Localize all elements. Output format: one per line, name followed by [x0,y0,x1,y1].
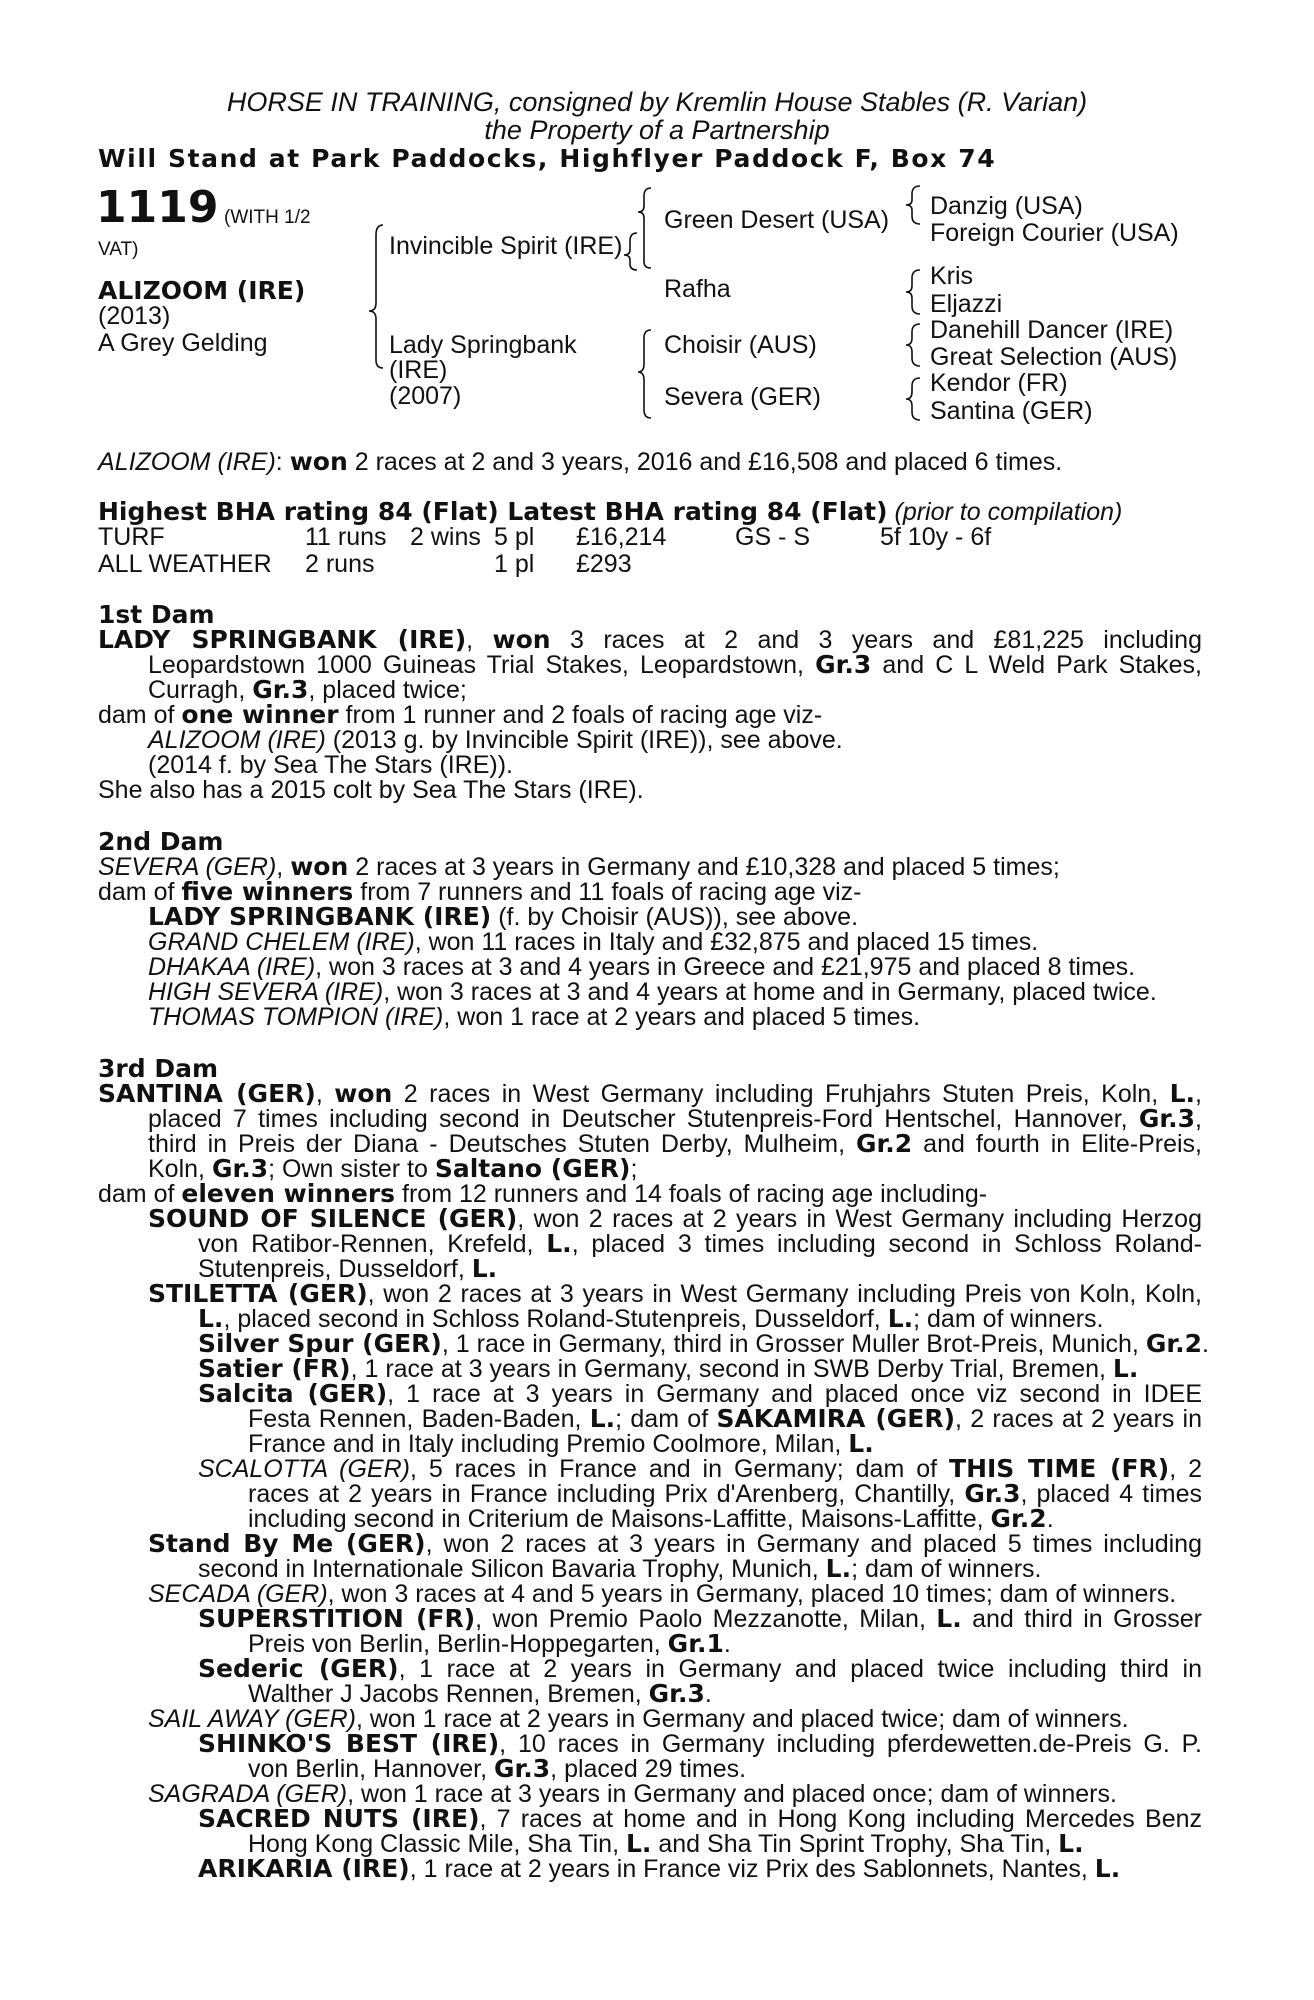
third-dam-heading: 3rd Dam [98,1054,218,1083]
dd-dam: Santina (GER) [930,397,1093,425]
second-dam-foal: LADY SPRINGBANK (IRE) (f. by Choisir (AUS)), see above. [148,902,859,931]
descendant-line: SAGRADA (GER), won 1 race at 3 years in Germany and placed once; dam of winners. [148,1780,1117,1808]
descendant-line: Salcita (GER), 1 race at 3 years in Germany and placed once viz second in IDEE [198,1379,1203,1408]
first-dam-line: Curragh, Gr.3, placed twice; [148,675,467,704]
dam-origin: (IRE) [389,356,448,384]
third-dam-line: placed 7 times including second in Deutscher Stutenpreis-Ford Hentschel, Hannover, Gr.3, [148,1104,1202,1133]
second-dam-line: SEVERA (GER), won 2 races at 3 years in Germany and £10,328 and placed 5 times; [98,852,1060,881]
bha-rating: Highest BHA rating 84 (Flat) Latest BHA rating 84 (Flat) (prior to compilation) [98,497,1123,526]
sire-sire: Green Desert (USA) [664,206,890,234]
lot-number: 1119 [96,182,219,233]
first-dam-heading: 1st Dam [98,600,215,629]
descendant-line: Preis von Berlin, Berlin-Hoppegarten, Gr.1. [248,1629,731,1658]
stand-location: Will Stand at Park Paddocks, Highflyer Paddock F, Box 74 [98,144,997,173]
second-dam-foal: DHAKAA (IRE), won 3 races at 3 and 4 years in Greece and £21,975 and placed 8 times. [148,953,1136,981]
dd-sire: Kendor (FR) [930,369,1068,397]
descendant-line: Silver Spur (GER), 1 race in Germany, third in Grosser Muller Brot-Preis, Munich, Gr.2. [198,1329,1209,1358]
first-dam-line: LADY SPRINGBANK (IRE), won 3 races at 2 and 3 years and £81,225 including [98,625,1202,654]
ownership-line: the Property of a Partnership [484,115,830,145]
descendant-line: ARIKARIA (IRE), 1 race at 2 years in France viz Prix des Sablonnets, Nantes, L. [198,1854,1121,1883]
first-dam-foal: ALIZOOM (IRE) (2013 g. by Invincible Spirit (IRE)), see above. [148,726,843,754]
descendant-line: Festa Rennen, Baden-Baden, L.; dam of SAKAMIRA (GER), 2 races at 2 years in [248,1404,1202,1433]
vat-note: (WITH 1/2 [224,207,311,228]
descendant-line: France and in Italy including Premio Coolmore, Milan, L. [248,1429,874,1458]
first-dam-note: She also has a 2015 colt by Sea The Stars (IRE). [98,776,644,804]
descendant-line: L., placed second in Schloss Roland-Stutenpreis, Dusseldorf, L.; dam of winners. [198,1304,1104,1333]
descendant-line: SUPERSTITION (FR), won Premio Paolo Mezzanotte, Milan, L. and third in Grosser [198,1604,1202,1633]
descendant-line: Stutenpreis, Dusseldorf, L. [198,1254,498,1283]
descendant-line: Sederic (GER), 1 race at 2 years in Germany and placed twice including third in [198,1654,1202,1683]
first-dam-produce: dam of one winner from 1 runner and 2 foals of racing age viz- [98,700,823,729]
second-dam-foal: THOMAS TOMPION (IRE), won 1 race at 2 years and placed 5 times. [148,1003,921,1031]
descendant-line: Stand By Me (GER), won 2 races at 3 years in Germany and placed 5 times including [148,1529,1202,1558]
descendant-line: SOUND OF SILENCE (GER), won 2 races at 2 years in West Germany including Herzog [148,1204,1202,1233]
ds-sire: Danehill Dancer (IRE) [930,316,1174,344]
sd-dam: Eljazzi [930,290,1003,318]
descendant-line: SECADA (GER), won 3 races at 4 and 5 years in Germany, placed 10 times; dam of winners. [148,1580,1177,1608]
descendant-line: Walther J Jacobs Rennen, Bremen, Gr.3. [248,1679,712,1708]
second-dam-produce: dam of five winners from 7 runners and 11 foals of racing age viz- [98,877,862,906]
sire: Invincible Spirit (IRE) [389,232,623,260]
ss-sire: Danzig (USA) [930,192,1083,220]
first-dam-foal: (2014 f. by Sea The Stars (IRE)). [148,751,513,779]
dam-dam: Severa (GER) [664,383,821,411]
third-dam-line: third in Preis der Diana - Deutsches Stuten Derby, Mulheim, Gr.2 and fourth in Elite-Preis, [148,1129,1203,1158]
first-dam-line: Leopardstown 1000 Guineas Trial Stakes, Leopardstown, Gr.3 and C L Weld Park Stakes, [148,650,1203,679]
vat-note-end: VAT) [98,239,139,260]
dam: Lady Springbank [389,331,577,359]
dam-year: (2007) [389,382,462,410]
catalogue-page: HORSE IN TRAINING, consigned by Kremlin House Stables (R. Varian) the Property of a Partnership Will Stand at Park Paddocks, Highflyer Paddock F, Box 74 1119 (WITH 1/2 VAT) ALIZOOM (IRE) (2013) A Grey Gelding Invincible Spirit (IRE) Lady Springbank (IRE) (2007) Green Desert (USA) Rafha Choisir (AUS) Severa (GER) Danzig (USA) Foreign Courier (USA) Kris Eljazzi Danehill Dancer (IRE) Great Selection (AUS) Kendor (FR) Santina (GER) ALIZOOM (IRE): won 2 races at 2 and 3 years, 2016 and £16,508 and placed 6 times. Highest BHA rating 84 (Flat) Latest BHA rating 84 (Flat) (prior to compilation) TURF 11 runs 2 wins 5 pl £16,214 GS - S 5f 10y - 6f ALL WEATHER 2 runs 1 pl £293 1st Dam LADY SPRINGBANK (IRE), won 3 races at 2 and 3 years and £81,225 including Leopardstown 1000 Guineas Trial Stakes, Leopardstown, Gr.3 and C L Weld Park Stakes, Curragh, Gr.3, placed twice; dam of one winner from 1 runner and 2 foals of racing age viz- ALIZOOM (IRE) (2013 g. by Invincible Spirit (IRE)), see above. (2014 f. by Sea The Stars (IRE)). She also has a 2015 colt by Sea The Stars (IRE). 2nd Dam SEVERA (GER), won 2 races at 3 years in Germany and £10,328 and placed 5 times; dam of five winners from 7 runners and 11 foals of racing age viz- LADY SPRINGBANK (IRE) (f. by Choisir (AUS)), see above. GRAND CHELEM (IRE), won 11 races in Italy and £32,875 and placed 15 times. DHAKAA (IRE), won 3 races at 3 and 4 years in Greece and £21,975 and placed 8 times. HIGH SEVERA (IRE), won 3 races at 3 and 4 years at home and in Germany, placed twice. THOMAS TOMPION (IRE), won 1 race at 2 years and placed 5 times. 3rd Dam SANTINA (GER), won 2 races in West Germany including Fruhjahrs Stuten Preis, Koln, L., placed 7 times including second in Deutscher Stutenpreis-Ford Hentschel, Hannover, Gr.3, third in Preis der Diana - Deutsches Stuten Derby, Mulheim, Gr.2 and fourth in Elite-Preis, Koln, Gr.3; Own sister to Saltano (GER); dam of eleven winners from 12 runners and 14 foals of racing age including- SOUND OF SILENCE (GER), won 2 races at 2 years in West Germany including Herzog von Ratibor-Rennen, Krefeld, L., placed 3 times including second in Schloss Roland- Stutenpreis, Dusseldorf, L. STILETTA (GER), won 2 races at 3 years in West Germany including Preis von Koln, Koln, L., placed second in Schloss Roland-Stutenpreis, Dusseldorf, L.; dam of winners. Silver Spur (GER), 1 race in Germany, third in Grosser Muller Brot-Preis, Munich, Gr.2. Satier (FR), 1 race at 3 years in Germany, second in SWB Derby Trial, Bremen, L. Salcita (GER), 1 race at 3 years in Germany and placed once viz second in IDEE Festa Rennen, Baden-Baden, L.; dam of SAKAMIRA (GER), 2 races at 2 years in France and in Italy including Premio Coolmore, Milan, L. SCALOTTA (GER), 5 races in France and in Germany; dam of THIS TIME (FR), 2 races at 2 years in France including Prix d'Arenberg, Chantilly, Gr.3, placed 4 times including second in Criterium de Maisons-Laffitte, Maisons-Laffitte, Gr.2. Stand By Me (GER), won 2 races at 3 years in Germany and placed 5 times including second in Internationale Silicon Bavaria Trophy, Munich, L.; dam of winners. SECADA (GER), won 3 races at 4 and 5 years in Germany, placed 10 times; dam of winners. SUPERSTITION (FR), won Premio Paolo Mezzanotte, Milan, L. and third in Grosser Preis von Berlin, Berlin-Hoppegarten, Gr.1. Sederic (GER), 1 race at 2 years in Germany and placed twice including third in Walther J Jacobs Rennen, Bremen, Gr.3. SAIL AWAY (GER), won 1 race at 2 years in Germany and placed twice; dam of winners. SHINKO'S BEST (IRE), 10 races in Germany including pferdewetten.de-Preis G. P. von Berlin, Hannover, Gr.3, placed 29 times. SAGRADA (GER), won 1 race at 3 years in Germany and placed once; dam of winners. SACRED NUTS (IRE), 7 races at home and in Hong Kong including Mercedes Benz Hong Kong Classic Mile, Sha Tin, L. and Sha Tin Sprint Trophy, Sha Tin, L. ARIKARIA (IRE), 1 race at 2 years in France viz Prix des Sablonnets, Nantes, L. [0,0,1314,2000]
second-dam-foal: GRAND CHELEM (IRE), won 11 races in Italy and £32,875 and placed 15 times. [148,928,1039,956]
sd-sire: Kris [930,262,974,290]
consignor-line: HORSE IN TRAINING, consigned by Kremlin House Stables (R. Varian) [226,87,1088,117]
descendant-line: SAIL AWAY (GER), won 1 race at 2 years in Germany and placed twice; dam of winners. [148,1705,1129,1733]
third-dam-produce: dam of eleven winners from 12 runners and 14 foals of racing age including- [98,1179,988,1208]
descendant-line: von Berlin, Hannover, Gr.3, placed 29 times. [248,1754,747,1783]
descendant-line: STILETTA (GER), won 2 races at 3 years in West Germany including Preis von Koln, Koln, [148,1279,1202,1308]
descendant-line: Hong Kong Classic Mile, Sha Tin, L. and Sha Tin Sprint Trophy, Sha Tin, L. [248,1829,1084,1858]
sire-dam: Rafha [664,275,731,303]
descendant-line: SACRED NUTS (IRE), 7 races at home and in Hong Kong including Mercedes Benz [198,1804,1202,1833]
second-dam-heading: 2nd Dam [98,827,224,856]
descendant-line: SCALOTTA (GER), 5 races in France and in Germany; dam of THIS TIME (FR), 2 [198,1454,1202,1483]
third-dam-line: SANTINA (GER), won 2 races in West Germany including Fruhjahrs Stuten Preis, Koln, L., [98,1079,1202,1108]
descendant-line: Satier (FR), 1 race at 3 years in Germany, second in SWB Derby Trial, Bremen, L. [198,1354,1139,1383]
descendant-line: SHINKO'S BEST (IRE), 10 races in Germany including pferdewetten.de-Preis G. P. [198,1729,1202,1758]
dam-sire: Choisir (AUS) [664,331,817,359]
ds-dam: Great Selection (AUS) [930,343,1178,371]
horse-description: A Grey Gelding [98,329,268,357]
race-summary: ALIZOOM (IRE): won 2 races at 2 and 3 years, 2016 and £16,508 and placed 6 times. [98,447,1063,476]
descendant-line: races at 2 years in France including Prix d'Arenberg, Chantilly, Gr.3, placed 4 times [248,1479,1203,1508]
third-dam-line: Koln, Gr.3; Own sister to Saltano (GER); [148,1154,638,1183]
descendant-line: second in Internationale Silicon Bavaria Trophy, Munich, L.; dam of winners. [198,1554,1042,1583]
foaling-year: (2013) [98,302,171,330]
descendant-line: von Ratibor-Rennen, Krefeld, L., placed 3 times including second in Schloss Roland- [198,1229,1203,1258]
second-dam-foal: HIGH SEVERA (IRE), won 3 races at 3 and 4 years at home and in Germany, placed twice. [148,978,1157,1006]
ss-dam: Foreign Courier (USA) [930,219,1179,247]
horse-name: ALIZOOM (IRE) [98,276,306,305]
descendant-line: including second in Criterium de Maisons-Laffitte, Maisons-Laffitte, Gr.2. [248,1504,1054,1533]
